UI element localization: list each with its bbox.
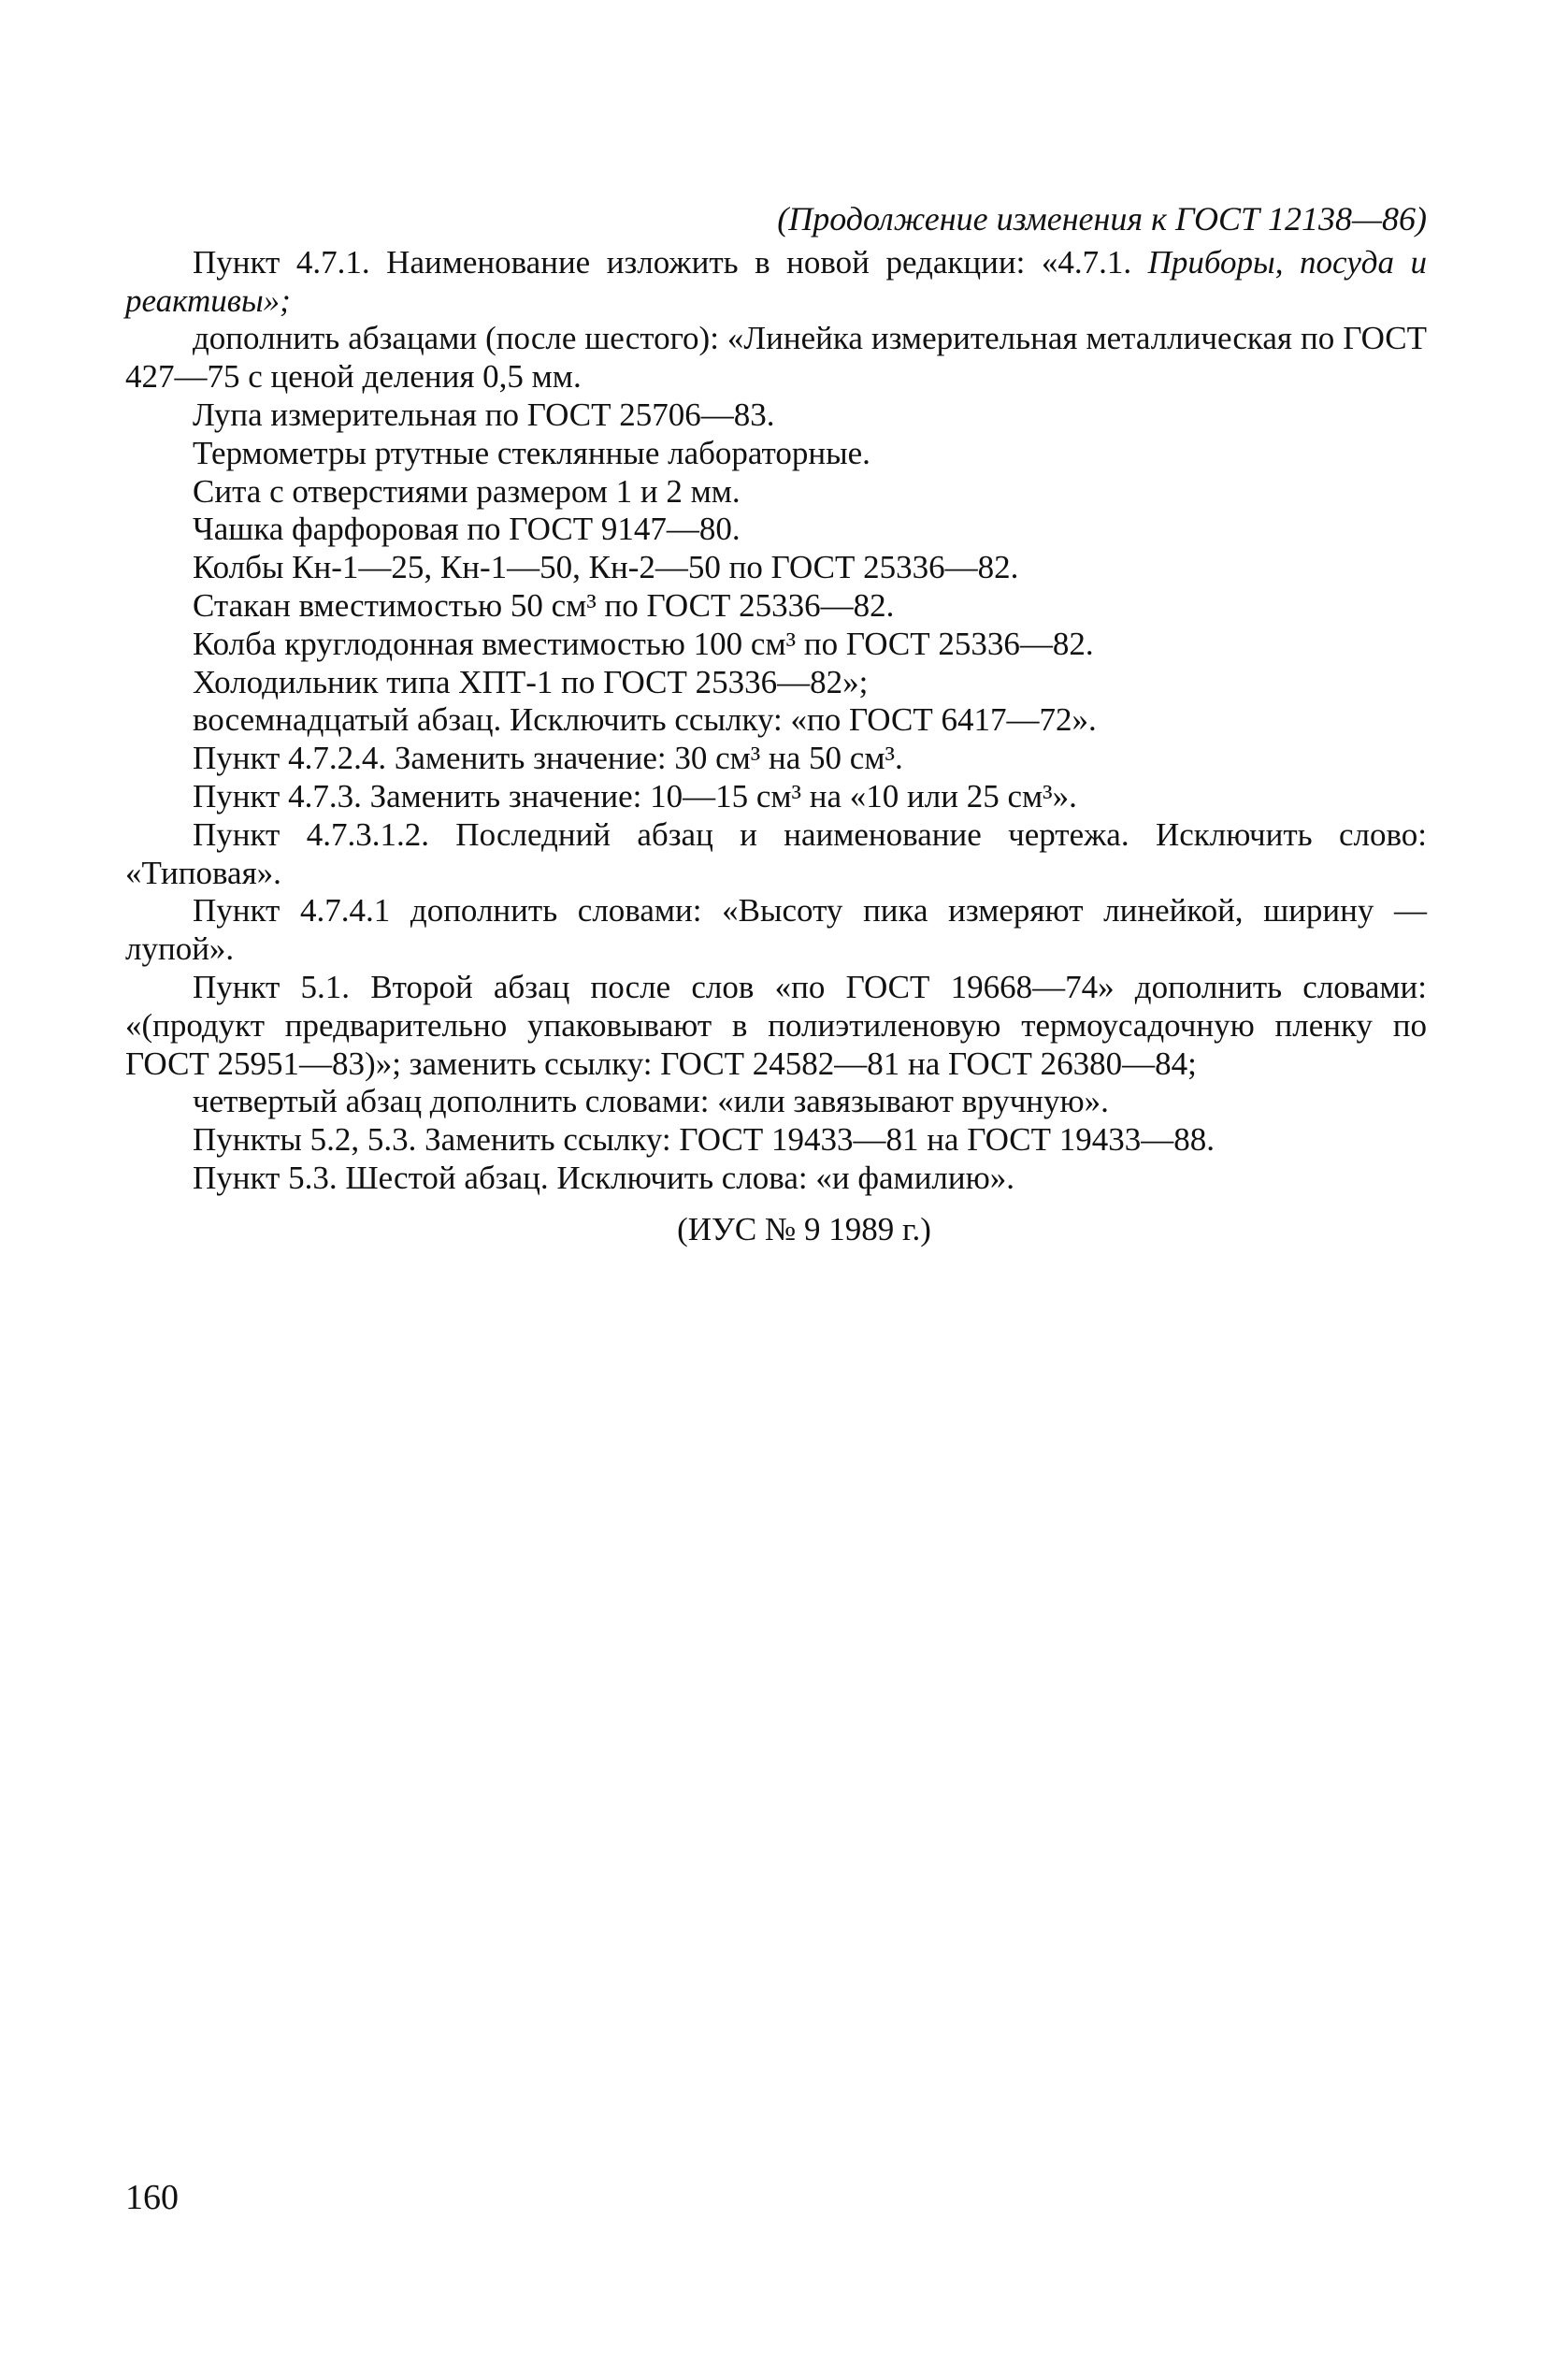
paragraph: Чашка фарфоровая по ГОСТ 9147—80. [193,511,741,548]
paragraph: дополнить абзацами (после шестого): «Линейка измерительная металлическая по ГОСТ 427—75 с ценой деления 0,5 мм. [125,320,1427,396]
paragraph: Пункты 5.2, 5.3. Заменить ссылку: ГОСТ 19433—81 на ГОСТ 19433—88. [193,1121,1215,1159]
paragraph: Холодильник типа ХПТ-1 по ГОСТ 25336—82»; [193,663,869,700]
paragraph: Колбы Кн-1—25, Кн-1—50, Кн-2—50 по ГОСТ 25336—82. [193,549,1019,586]
paragraph: четвертый абзац дополнить словами: «или завязывают вручную». [193,1083,1109,1120]
page-number: 160 [125,2178,179,2217]
paragraph: Сита с отверстиями размером 1 и 2 мм. [193,472,741,510]
paragraph: Колба круглодонная вместимостью 100 см³ по ГОСТ 25336—82. [193,625,1094,662]
paragraph: Пункт 5.1. Второй абзац после слов «по ГОСТ 19668—74» дополнить словами: «(продукт предварительно упаковывают в полиэтиленовую термоусадочную пленку по ГОСТ 25951—83)»; заменить ссылку: ГОСТ 24582—81 на ГОСТ 26380—84; [125,968,1427,1082]
paragraph-italic-title: Приборы, посуда и реактивы»; [125,243,1428,319]
source-reference: (ИУС № 9 1989 г.) [677,1210,931,1247]
paragraph: Лупа измерительная по ГОСТ 25706—83. [193,396,775,433]
paragraph-4-7-1 [125,244,1427,321]
continuation-header: (Продолжение изменения к ГОСТ 12138—86) [777,200,1427,238]
amendment-text [125,200,1427,1249]
paragraph: Пункт 5.3. Шестой абзац. Исключить слова: «и фамилию». [193,1159,1015,1196]
paragraph: Пункт 4.7.3.1.2. Последний абзац и наименование чертежа. Исключить слово: «Типовая». [125,815,1427,891]
paragraph: Пункт 4.7.2.4. Заменить значение: 30 см³ на 50 см³. [193,740,903,777]
paragraph: Пункт 4.7.4.1 дополнить словами: «Высоту пика измеряют линейкой, ширину — лупой». [125,892,1427,968]
paragraph-lead: Пункт 4.7.1. Наименование изложить в новой редакции: «4.7.1. [193,243,1148,281]
paragraph: Пункт 4.7.3. Заменить значение: 10—15 см³ на «10 или 25 см³». [193,777,1077,814]
paragraph: восемнадцатый абзац. Исключить ссылку: «по ГОСТ 6417—72». [193,701,1097,739]
paragraph: Стакан вместимостью 50 см³ по ГОСТ 25336—82. [193,586,895,624]
paragraph: Термометры ртутные стеклянные лабораторные. [193,434,870,471]
